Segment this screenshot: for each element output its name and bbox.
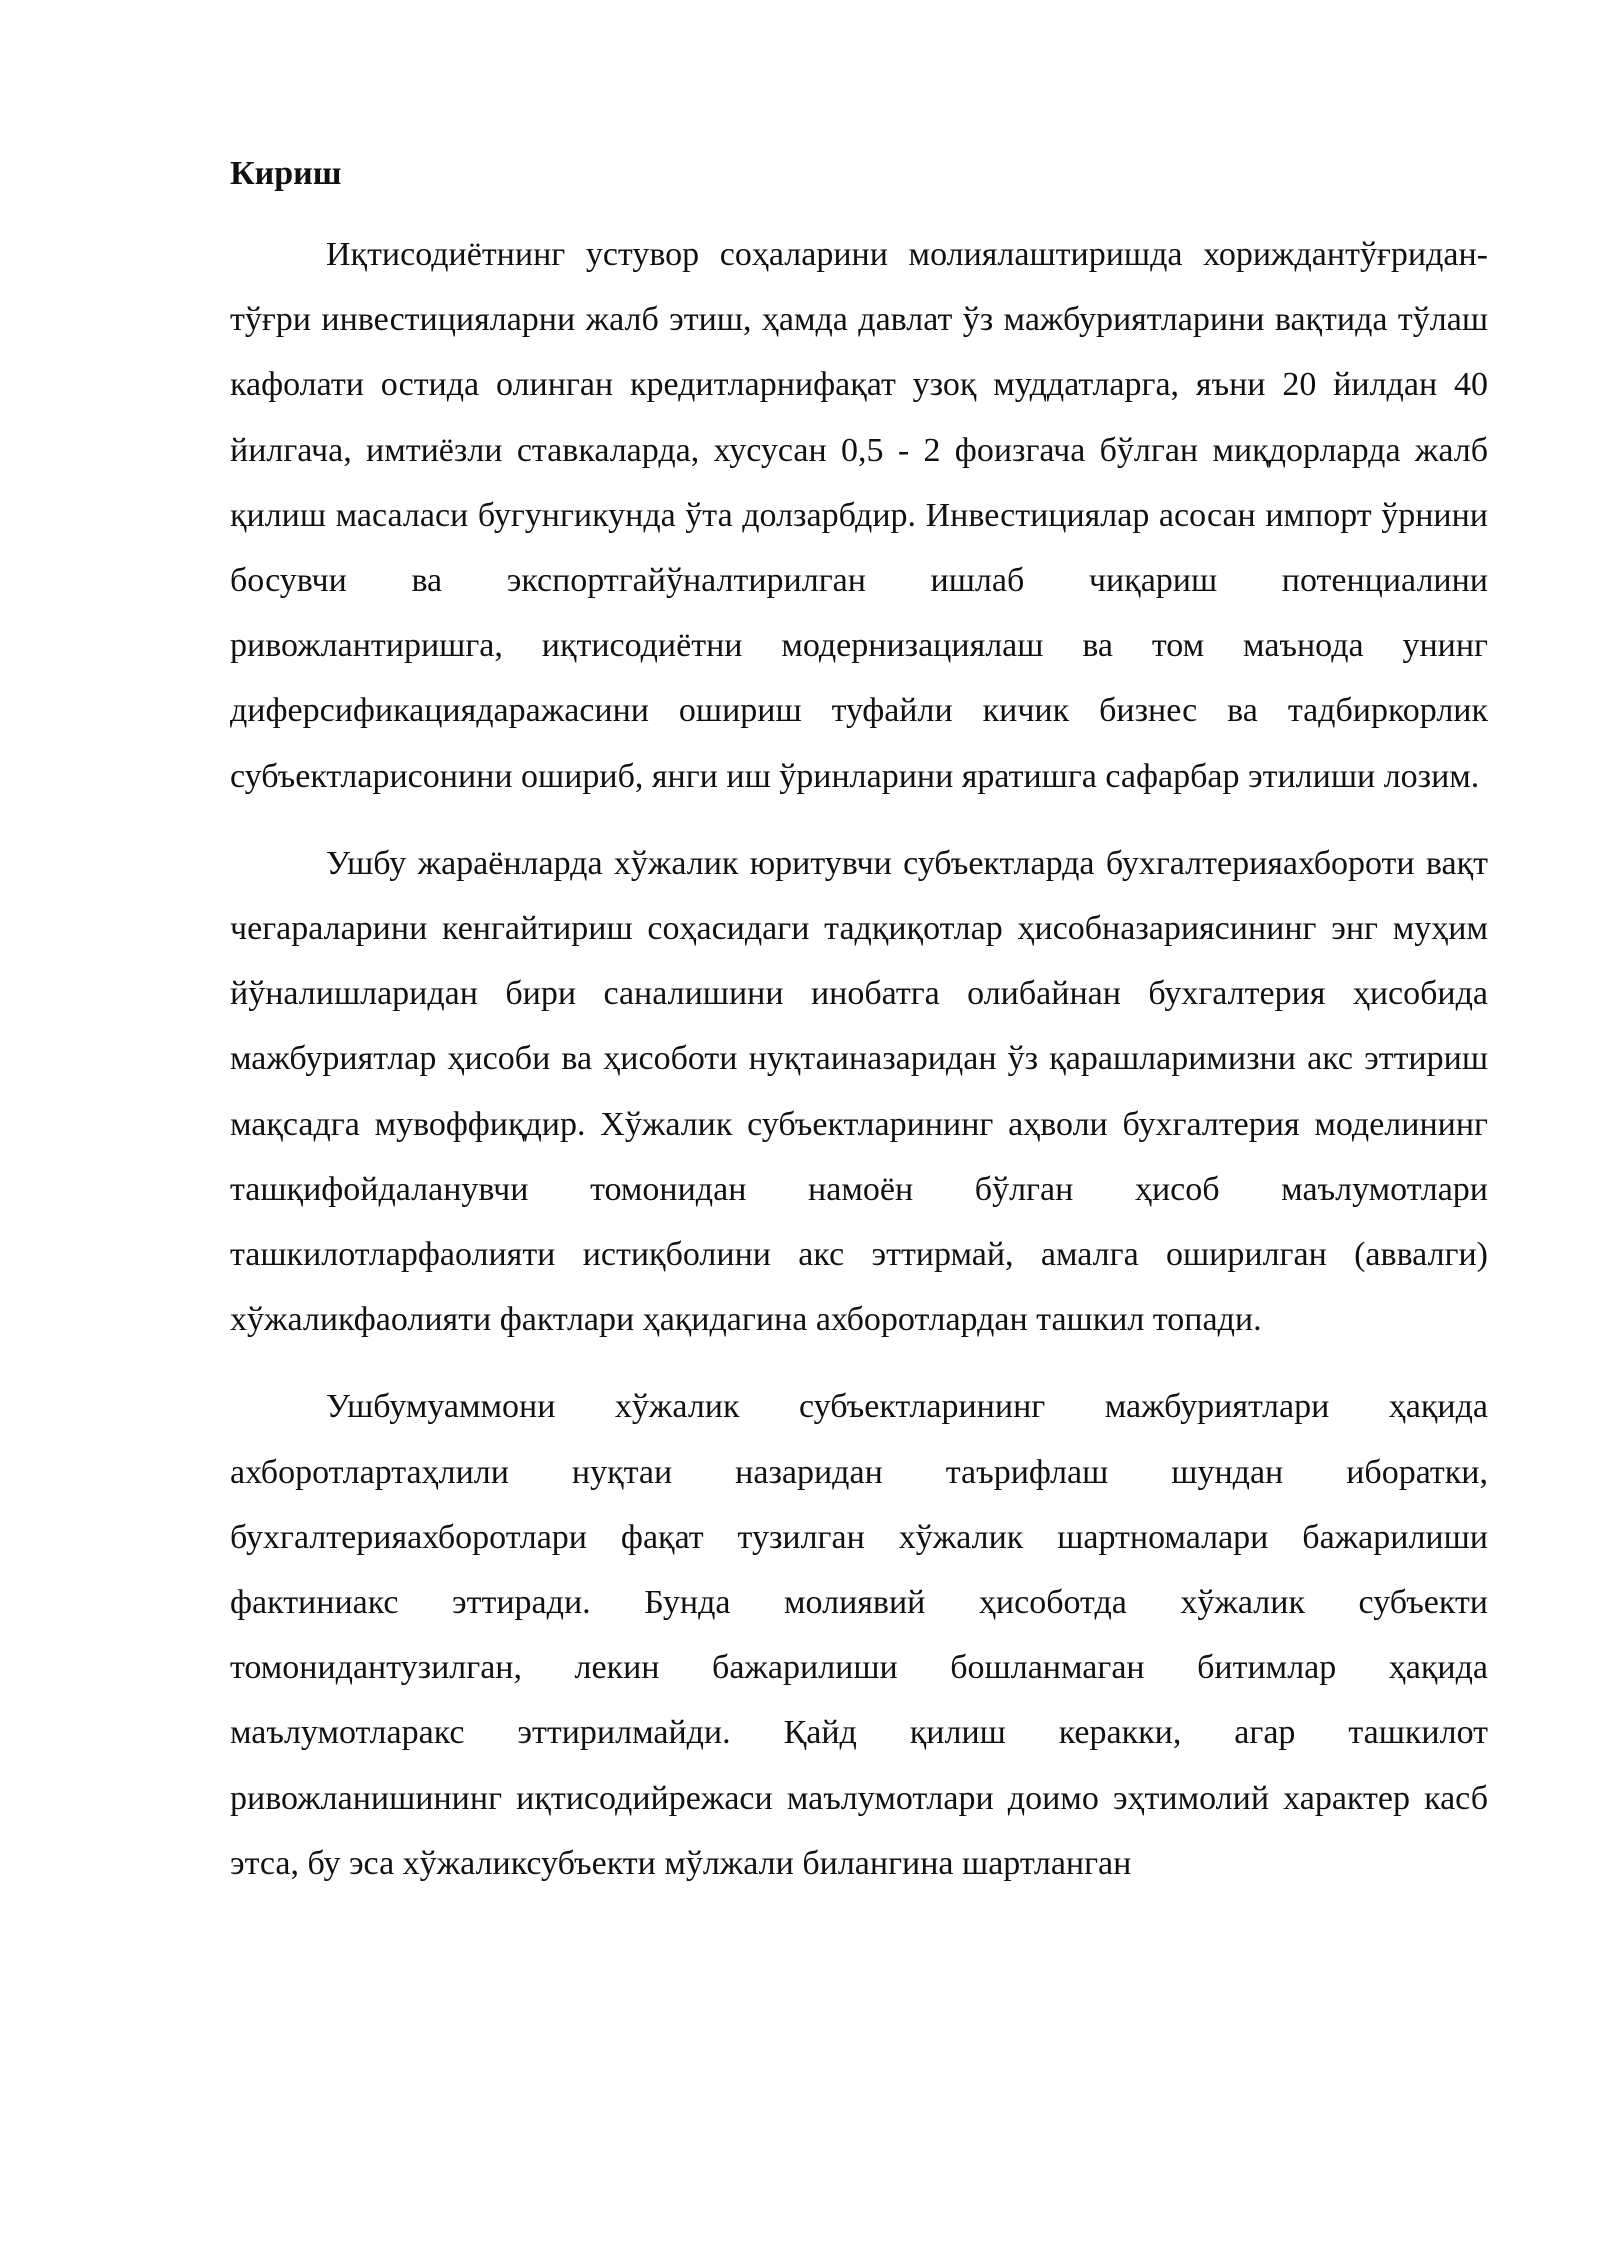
section-heading: Кириш (230, 155, 342, 192)
paragraph-1: Иқтисодиётнинг устувор соҳаларини молиялаштиришда хориждантўғридан-тўғри инвестицияларни жалб этиш, ҳамда давлат ўз мажбуриятларини вақтида тўлаш кафолати остида олинган кредитларнифақат узоқ муддатларга, яъни 20 йилдан 40 йилгача, имтиёзли ставкаларда, хусусан 0,5 - 2 фоизгача бўлган миқдорларда жалб қилиш масаласи бугунгикунда ўта долзарбдир. Инвестициялар асосан импорт ўрнини босувчи ва экспортгайўналтирилган ишлаб чиқариш потенциалини ривожлантиришга, иқтисодиётни модернизациялаш ва том маънода унинг диферсификациядаражасини ошириш туфайли кичик бизнес ва тадбиркорлик субъектларисонини ошириб, янги иш ўринларини яратишга сафарбар этилиши лозим. (230, 236, 1488, 795)
document-body (230, 152, 1488, 1918)
paragraph-3: Ушбумуаммони хўжалик субъектларининг мажбуриятлари ҳақида ахборотлартаҳлили нуқтаи назаридан таърифлаш шундан иборатки, бухгалтерияахборотлари фақат тузилган хўжалик шартномалари бажарилиши фактиниакс эттиради. Бунда молиявий ҳисоботда хўжалик субъекти томонидантузилган, лекин бажарилиши бошланмаган битимлар ҳақида маълумотларакс эттирилмайди. Қайд қилиш керакки, агар ташкилот ривожланишининг иқтисодийрежаси маълумотлари доимо эҳтимолий характер касб этса, бу эса хўжаликсубъекти мўлжали билангина шартланган (230, 1388, 1488, 1882)
paragraph-2: Ушбу жараёнларда хўжалик юритувчи субъектларда бухгалтерияахбороти вақт чегараларини кенгайтириш соҳасидаги тадқиқотлар ҳисобназариясининг энг муҳим йўналишларидан бири саналишини инобатга олибайнан бухгалтерия ҳисобида мажбуриятлар ҳисоби ва ҳисоботи нуқтаиназаридан ўз қарашларимизни акс эттириш мақсадга мувоффиқдир. Хўжалик субъектларининг аҳволи бухгалтерия моделининг ташқифойдаланувчи томонидан намоён бўлган ҳисоб маълумотлари ташкилотларфаолияти истиқболини акс эттирмай, амалга оширилган (аввалги) хўжаликфаолияти фактлари ҳақидагина ахборотлардан ташкил топади. (230, 844, 1488, 1339)
